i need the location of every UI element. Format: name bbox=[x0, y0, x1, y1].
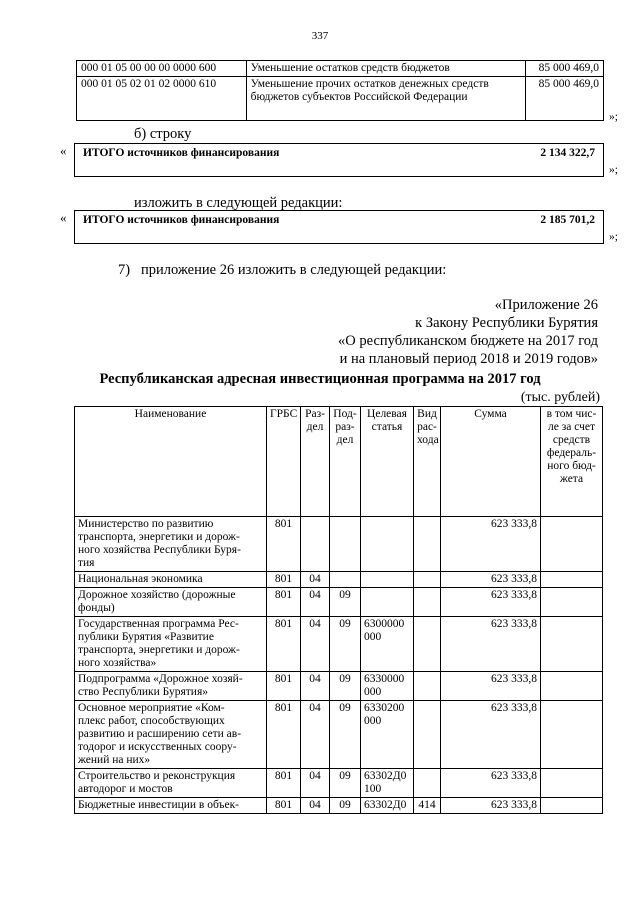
cell-podrazdel: 09 bbox=[330, 617, 361, 672]
closing-quote: »; bbox=[609, 164, 618, 176]
units-label: (тыс. рублей) bbox=[520, 390, 600, 405]
header-name: Наименование bbox=[75, 407, 267, 517]
cell-sum: 623 333,8 bbox=[441, 517, 541, 572]
page-title: Республиканская адресная инвестиционная программа на 2017 год bbox=[99, 371, 541, 387]
cell-name: Национальная экономика bbox=[75, 572, 267, 588]
open-quote: « bbox=[60, 210, 67, 225]
cell-name: Бюджетные инвестиции в объек- bbox=[75, 798, 267, 814]
header-grbs: ГРБС bbox=[267, 407, 301, 517]
cell-target: 6330000 000 bbox=[361, 672, 414, 701]
cell-razdel: 04 bbox=[301, 617, 330, 672]
itogo-old-value: 2 134 322,7 bbox=[540, 147, 595, 159]
cell-federal bbox=[541, 572, 603, 588]
line-new: изложить в следующей редакции: bbox=[134, 195, 343, 211]
appendix-line: «О республиканском бюджете на 2017 год bbox=[338, 333, 598, 349]
cell-vid bbox=[414, 572, 441, 588]
cell-podrazdel bbox=[330, 517, 361, 572]
table-row bbox=[75, 798, 603, 814]
cell-razdel: 04 bbox=[301, 672, 330, 701]
source-name: Уменьшение прочих остатков денежных средств бюджетов субъектов Российской Федерации bbox=[246, 77, 525, 121]
cell-target bbox=[361, 517, 414, 572]
closing-quote: »; bbox=[609, 231, 618, 243]
cell-federal bbox=[541, 588, 603, 617]
cell-sum: 623 333,8 bbox=[441, 572, 541, 588]
cell-name: Строительство и реконструкция автодорог и мостов bbox=[75, 769, 267, 798]
cell-grbs: 801 bbox=[267, 572, 301, 588]
table-row bbox=[75, 769, 603, 798]
table-row bbox=[75, 701, 603, 769]
cell-target: 6300000 000 bbox=[361, 617, 414, 672]
cell-target bbox=[361, 588, 414, 617]
table-row bbox=[75, 588, 603, 617]
cell-podrazdel: 09 bbox=[330, 701, 361, 769]
cell-sum: 623 333,8 bbox=[441, 588, 541, 617]
cell-vid bbox=[414, 517, 441, 572]
table-row bbox=[77, 61, 604, 77]
cell-podrazdel bbox=[330, 572, 361, 588]
cell-federal bbox=[541, 701, 603, 769]
cell-podrazdel: 09 bbox=[330, 798, 361, 814]
cell-federal bbox=[541, 672, 603, 701]
cell-vid bbox=[414, 617, 441, 672]
cell-grbs: 801 bbox=[267, 617, 301, 672]
closing-quote: »; bbox=[609, 111, 618, 123]
cell-vid bbox=[414, 701, 441, 769]
cell-vid bbox=[414, 769, 441, 798]
cell-name: Основное мероприятие «Ком- плекс работ, способствующих развитию и расширению сети ав- тодорог и искусственных соору- жений на них» bbox=[75, 701, 267, 769]
cell-sum: 623 333,8 bbox=[441, 701, 541, 769]
cell-name: Министерство по развитию транспорта, энергетики и дорож- ного хозяйства Республики Буря- тия bbox=[75, 517, 267, 572]
header-vid: Вид рас- хода bbox=[414, 407, 441, 517]
itogo-new-box bbox=[74, 210, 604, 244]
cell-name: Дорожное хозяйство (дорожные фонды) bbox=[75, 588, 267, 617]
appendix-line: «Приложение 26 bbox=[494, 297, 598, 313]
cell-vid bbox=[414, 672, 441, 701]
header-row bbox=[75, 407, 603, 517]
cell-target: 63302Д0 bbox=[361, 798, 414, 814]
cell-vid bbox=[414, 588, 441, 617]
cell-grbs: 801 bbox=[267, 517, 301, 572]
header-federal: в том чис- ле за счет средств федераль- ного бюд- жета bbox=[541, 407, 603, 517]
source-name: Уменьшение остатков средств бюджетов bbox=[246, 61, 525, 77]
cell-grbs: 801 bbox=[267, 798, 301, 814]
cell-razdel: 04 bbox=[301, 701, 330, 769]
table-row bbox=[75, 517, 603, 572]
cell-target: 63302Д0 100 bbox=[361, 769, 414, 798]
cell-federal bbox=[541, 769, 603, 798]
cell-grbs: 801 bbox=[267, 701, 301, 769]
program-table bbox=[74, 406, 603, 814]
source-amount: 85 000 469,0 bbox=[526, 77, 604, 121]
sources-table bbox=[76, 60, 604, 121]
cell-target: 6330200 000 bbox=[361, 701, 414, 769]
cell-razdel: 04 bbox=[301, 798, 330, 814]
appendix-line: к Закону Республики Бурятия bbox=[415, 315, 598, 331]
cell-sum: 623 333,8 bbox=[441, 769, 541, 798]
line-b: б) строку bbox=[134, 126, 192, 142]
cell-federal bbox=[541, 798, 603, 814]
cell-podrazdel: 09 bbox=[330, 769, 361, 798]
cell-federal bbox=[541, 517, 603, 572]
itogo-old-label: ИТОГО источников финансирования bbox=[83, 147, 280, 159]
cell-target bbox=[361, 572, 414, 588]
cell-razdel: 04 bbox=[301, 588, 330, 617]
cell-vid: 414 bbox=[414, 798, 441, 814]
open-quote: « bbox=[60, 143, 67, 158]
itogo-new-label: ИТОГО источников финансирования bbox=[83, 214, 280, 226]
cell-name: Государственная программа Рес- публики Бурятия «Развитие транспорта, энергетики и дорож- ного хозяйства» bbox=[75, 617, 267, 672]
cell-grbs: 801 bbox=[267, 588, 301, 617]
header-razdel: Раз- дел bbox=[301, 407, 330, 517]
cell-sum: 623 333,8 bbox=[441, 617, 541, 672]
cell-sum: 623 333,8 bbox=[441, 798, 541, 814]
header-target: Целевая статья bbox=[361, 407, 414, 517]
appendix-line: и на плановый период 2018 и 2019 годов» bbox=[339, 351, 598, 367]
item-7: 7) приложение 26 изложить в следующей редакции: bbox=[118, 262, 447, 278]
header-sum: Сумма bbox=[441, 407, 541, 517]
source-code: 000 01 05 02 01 02 0000 610 bbox=[77, 77, 247, 121]
cell-grbs: 801 bbox=[267, 769, 301, 798]
cell-federal bbox=[541, 617, 603, 672]
itogo-new-value: 2 185 701,2 bbox=[540, 214, 595, 226]
page-number: 337 bbox=[311, 30, 329, 42]
cell-razdel bbox=[301, 517, 330, 572]
header-podrazdel: Под- раз- дел bbox=[330, 407, 361, 517]
itogo-old-box bbox=[74, 143, 604, 177]
source-code: 000 01 05 00 00 00 0000 600 bbox=[77, 61, 247, 77]
cell-grbs: 801 bbox=[267, 672, 301, 701]
cell-razdel: 04 bbox=[301, 572, 330, 588]
cell-sum: 623 333,8 bbox=[441, 672, 541, 701]
table-row bbox=[77, 77, 604, 121]
table-row bbox=[75, 672, 603, 701]
cell-name: Подпрограмма «Дорожное хозяй- ство Республики Бурятия» bbox=[75, 672, 267, 701]
cell-razdel: 04 bbox=[301, 769, 330, 798]
table-row bbox=[75, 572, 603, 588]
cell-podrazdel: 09 bbox=[330, 672, 361, 701]
source-amount: 85 000 469,0 bbox=[526, 61, 604, 77]
cell-podrazdel: 09 bbox=[330, 588, 361, 617]
appendix-header bbox=[338, 296, 598, 368]
table-row bbox=[75, 617, 603, 672]
